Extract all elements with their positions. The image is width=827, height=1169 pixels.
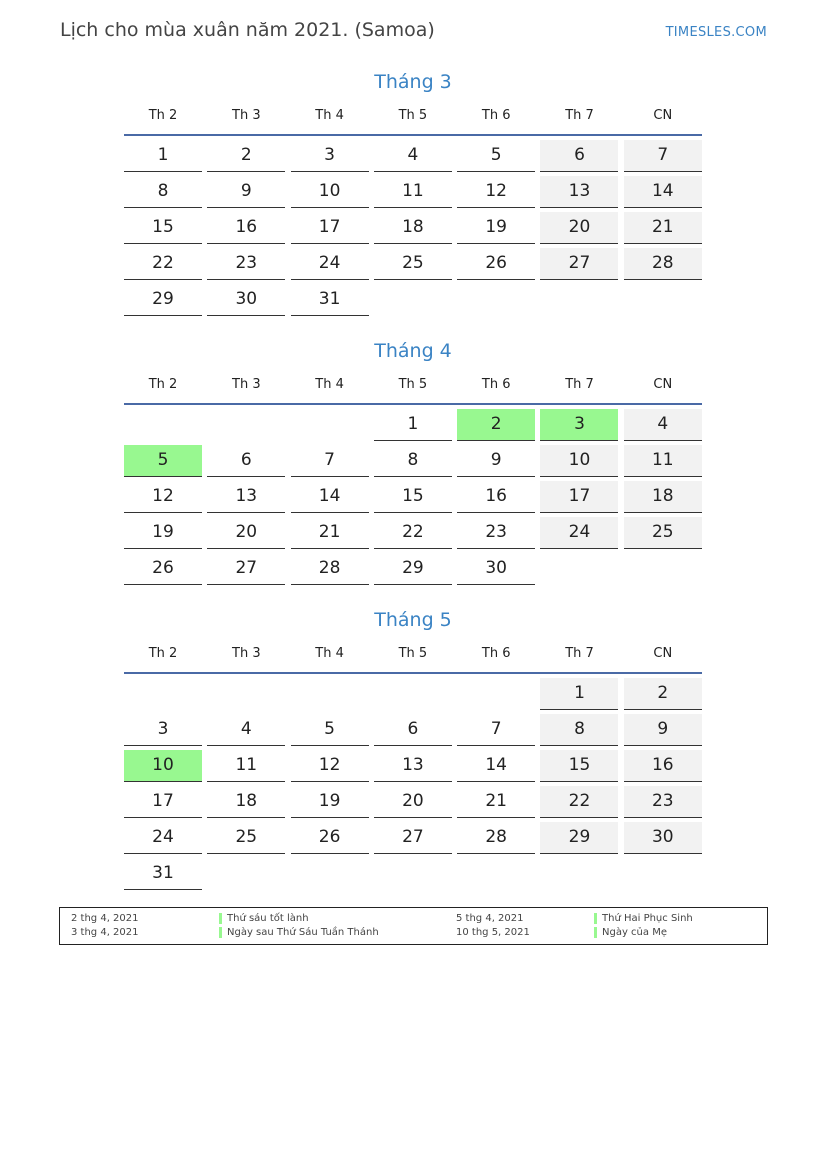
day-cell[interactable]: 9 <box>624 714 702 746</box>
day-cell[interactable]: 15 <box>374 481 452 513</box>
day-cell[interactable]: 24 <box>540 517 618 549</box>
day-cell[interactable]: 24 <box>124 822 202 854</box>
legend-date-4: 10 thg 5, 2021 <box>456 927 530 938</box>
week-row <box>124 517 702 549</box>
day-cell[interactable]: 17 <box>540 481 618 513</box>
day-cell[interactable]: 18 <box>624 481 702 513</box>
weekday-label: Th 7 <box>565 646 594 661</box>
day-cell[interactable]: 16 <box>457 481 535 513</box>
empty-day-cell <box>457 284 535 315</box>
day-cell[interactable]: 20 <box>540 212 618 244</box>
weekday-label: Th 2 <box>148 377 178 392</box>
empty-day-cell <box>291 678 369 709</box>
weeks-grid <box>124 678 702 890</box>
empty-day-cell <box>124 409 202 440</box>
legend-name-3: Thứ Hai Phục Sinh <box>602 913 693 924</box>
day-cell[interactable]: 22 <box>540 786 618 818</box>
month-block <box>124 605 702 894</box>
empty-day-cell <box>207 858 285 889</box>
legend-color-marker <box>594 927 597 938</box>
day-cell[interactable]: 28 <box>624 248 702 280</box>
holiday-day-cell[interactable]: 10 <box>124 750 202 782</box>
day-cell[interactable]: 16 <box>624 750 702 782</box>
legend-color-marker <box>219 927 222 938</box>
week-row <box>124 822 702 854</box>
day-cell[interactable]: 4 <box>374 140 452 172</box>
day-cell[interactable]: 12 <box>457 176 535 208</box>
empty-day-cell <box>374 284 452 315</box>
weekday-label: Th 7 <box>565 377 594 392</box>
day-cell[interactable]: 26 <box>124 553 202 585</box>
day-cell[interactable]: 14 <box>624 176 702 208</box>
legend-name-2: Ngày sau Thứ Sáu Tuần Thánh <box>227 927 379 938</box>
month-title: Tháng 3 <box>374 71 452 93</box>
day-cell[interactable]: 17 <box>291 212 369 244</box>
weekday-label: Th 2 <box>148 108 178 123</box>
day-cell[interactable]: 6 <box>207 445 285 477</box>
empty-day-cell <box>291 409 369 440</box>
weekday-label: Th 5 <box>398 108 428 123</box>
page-title: Lịch cho mùa xuân năm 2021. (Samoa) <box>60 19 435 41</box>
weekday-label: Th 4 <box>315 646 344 661</box>
day-cell[interactable]: 23 <box>207 248 285 280</box>
day-cell[interactable]: 13 <box>207 481 285 513</box>
day-cell[interactable]: 26 <box>457 248 535 280</box>
day-cell[interactable]: 3 <box>291 140 369 172</box>
day-cell[interactable]: 21 <box>291 517 369 549</box>
legend-date-2: 3 thg 4, 2021 <box>71 927 139 938</box>
day-cell[interactable]: 12 <box>291 750 369 782</box>
week-row <box>124 481 702 513</box>
legend-date-1: 2 thg 4, 2021 <box>71 913 139 924</box>
day-cell[interactable]: 25 <box>374 248 452 280</box>
day-cell[interactable]: 31 <box>291 284 369 316</box>
month-block <box>124 67 702 320</box>
day-cell[interactable]: 15 <box>540 750 618 782</box>
day-cell[interactable]: 4 <box>624 409 702 441</box>
day-cell[interactable]: 29 <box>124 284 202 316</box>
weekday-label: Th 5 <box>398 646 428 661</box>
legend-name-4: Ngày của Mẹ <box>602 927 667 938</box>
day-cell[interactable]: 16 <box>207 212 285 244</box>
day-cell[interactable]: 18 <box>207 786 285 818</box>
day-cell[interactable]: 17 <box>124 786 202 818</box>
day-cell[interactable]: 5 <box>291 714 369 746</box>
day-cell[interactable]: 7 <box>624 140 702 172</box>
weekday-label: Th 2 <box>148 646 178 661</box>
weekday-header-row <box>124 373 702 405</box>
day-cell[interactable]: 31 <box>124 858 202 890</box>
day-cell[interactable]: 2 <box>624 678 702 710</box>
day-cell[interactable]: 29 <box>540 822 618 854</box>
day-cell[interactable]: 19 <box>124 517 202 549</box>
day-cell[interactable]: 29 <box>374 553 452 585</box>
day-cell[interactable]: 5 <box>457 140 535 172</box>
day-cell[interactable]: 23 <box>624 786 702 818</box>
empty-day-cell <box>291 858 369 889</box>
week-row <box>124 212 702 244</box>
day-cell[interactable]: 1 <box>374 409 452 441</box>
week-row <box>124 248 702 280</box>
day-cell[interactable]: 8 <box>374 445 452 477</box>
holiday-day-cell[interactable]: 5 <box>124 445 202 477</box>
week-row <box>124 553 702 585</box>
day-cell[interactable]: 28 <box>457 822 535 854</box>
empty-day-cell <box>624 553 702 584</box>
day-cell[interactable]: 22 <box>374 517 452 549</box>
empty-day-cell <box>207 678 285 709</box>
day-cell[interactable]: 6 <box>540 140 618 172</box>
day-cell[interactable]: 2 <box>207 140 285 172</box>
day-cell[interactable]: 1 <box>540 678 618 710</box>
day-cell[interactable]: 10 <box>291 176 369 208</box>
day-cell[interactable]: 12 <box>124 481 202 513</box>
day-cell[interactable]: 30 <box>624 822 702 854</box>
day-cell[interactable]: 3 <box>124 714 202 746</box>
week-row <box>124 284 702 316</box>
weekday-label: Th 3 <box>232 377 261 392</box>
weeks-grid <box>124 140 702 316</box>
day-cell[interactable]: 28 <box>291 553 369 585</box>
weekday-label: Th 6 <box>481 646 511 661</box>
weekday-label: CN <box>653 377 673 392</box>
day-cell[interactable]: 26 <box>291 822 369 854</box>
empty-day-cell <box>374 678 452 709</box>
day-cell[interactable]: 21 <box>457 786 535 818</box>
empty-day-cell <box>124 678 202 709</box>
empty-day-cell <box>540 858 618 889</box>
empty-day-cell <box>457 858 535 889</box>
day-cell[interactable]: 27 <box>374 822 452 854</box>
day-cell[interactable]: 4 <box>207 714 285 746</box>
weekday-header-row <box>124 104 702 136</box>
empty-day-cell <box>457 678 535 709</box>
day-cell[interactable]: 20 <box>207 517 285 549</box>
day-cell[interactable]: 7 <box>291 445 369 477</box>
week-row <box>124 714 702 746</box>
week-row <box>124 786 702 818</box>
empty-day-cell <box>207 409 285 440</box>
day-cell[interactable]: 19 <box>291 786 369 818</box>
month-block <box>124 336 702 589</box>
day-cell[interactable]: 21 <box>624 212 702 244</box>
day-cell[interactable]: 19 <box>457 212 535 244</box>
weekday-label: Th 3 <box>232 646 261 661</box>
weeks-grid <box>124 409 702 585</box>
day-cell[interactable]: 22 <box>124 248 202 280</box>
brand-link[interactable]: TIMESLES.COM <box>665 25 767 40</box>
day-cell[interactable]: 8 <box>540 714 618 746</box>
day-cell[interactable]: 24 <box>291 248 369 280</box>
day-cell[interactable]: 13 <box>374 750 452 782</box>
week-row <box>124 409 702 441</box>
day-cell[interactable]: 23 <box>457 517 535 549</box>
empty-day-cell <box>540 284 618 315</box>
day-cell[interactable]: 13 <box>540 176 618 208</box>
week-row <box>124 445 702 477</box>
day-cell[interactable]: 15 <box>124 212 202 244</box>
weekday-label: Th 4 <box>315 108 344 123</box>
day-cell[interactable]: 25 <box>207 822 285 854</box>
day-cell[interactable]: 20 <box>374 786 452 818</box>
week-row <box>124 176 702 208</box>
weekday-label: Th 6 <box>481 108 511 123</box>
holiday-day-cell[interactable]: 3 <box>540 409 618 441</box>
day-cell[interactable]: 30 <box>457 553 535 585</box>
legend-date-3: 5 thg 4, 2021 <box>456 913 524 924</box>
day-cell[interactable]: 1 <box>124 140 202 172</box>
day-cell[interactable]: 9 <box>207 176 285 208</box>
week-row <box>124 140 702 172</box>
day-cell[interactable]: 25 <box>624 517 702 549</box>
day-cell[interactable]: 14 <box>457 750 535 782</box>
legend-color-marker <box>219 913 222 924</box>
day-cell[interactable]: 14 <box>291 481 369 513</box>
weekday-label: Th 5 <box>398 377 428 392</box>
day-cell[interactable]: 7 <box>457 714 535 746</box>
legend-name-1: Thứ sáu tốt lành <box>227 913 309 924</box>
day-cell[interactable]: 30 <box>207 284 285 316</box>
month-title: Tháng 4 <box>374 340 452 362</box>
legend-color-marker <box>594 913 597 924</box>
day-cell[interactable]: 18 <box>374 212 452 244</box>
weekday-label: Th 7 <box>565 108 594 123</box>
holiday-legend <box>59 907 768 945</box>
empty-day-cell <box>540 553 618 584</box>
day-cell[interactable]: 11 <box>374 176 452 208</box>
week-row <box>124 678 702 710</box>
holiday-day-cell[interactable]: 2 <box>457 409 535 441</box>
week-row <box>124 750 702 782</box>
day-cell[interactable]: 8 <box>124 176 202 208</box>
empty-day-cell <box>624 284 702 315</box>
weekday-label: Th 6 <box>481 377 511 392</box>
weekday-label: CN <box>653 108 673 123</box>
day-cell[interactable]: 27 <box>207 553 285 585</box>
day-cell[interactable]: 11 <box>207 750 285 782</box>
day-cell[interactable]: 11 <box>624 445 702 477</box>
month-title: Tháng 5 <box>374 609 452 631</box>
weekday-label: Th 3 <box>232 108 261 123</box>
weekday-label: Th 4 <box>315 377 344 392</box>
day-cell[interactable]: 10 <box>540 445 618 477</box>
week-row <box>124 858 702 890</box>
weekday-label: CN <box>653 646 673 661</box>
weekday-header-row <box>124 642 702 674</box>
day-cell[interactable]: 9 <box>457 445 535 477</box>
day-cell[interactable]: 27 <box>540 248 618 280</box>
day-cell[interactable]: 6 <box>374 714 452 746</box>
empty-day-cell <box>374 858 452 889</box>
empty-day-cell <box>624 858 702 889</box>
